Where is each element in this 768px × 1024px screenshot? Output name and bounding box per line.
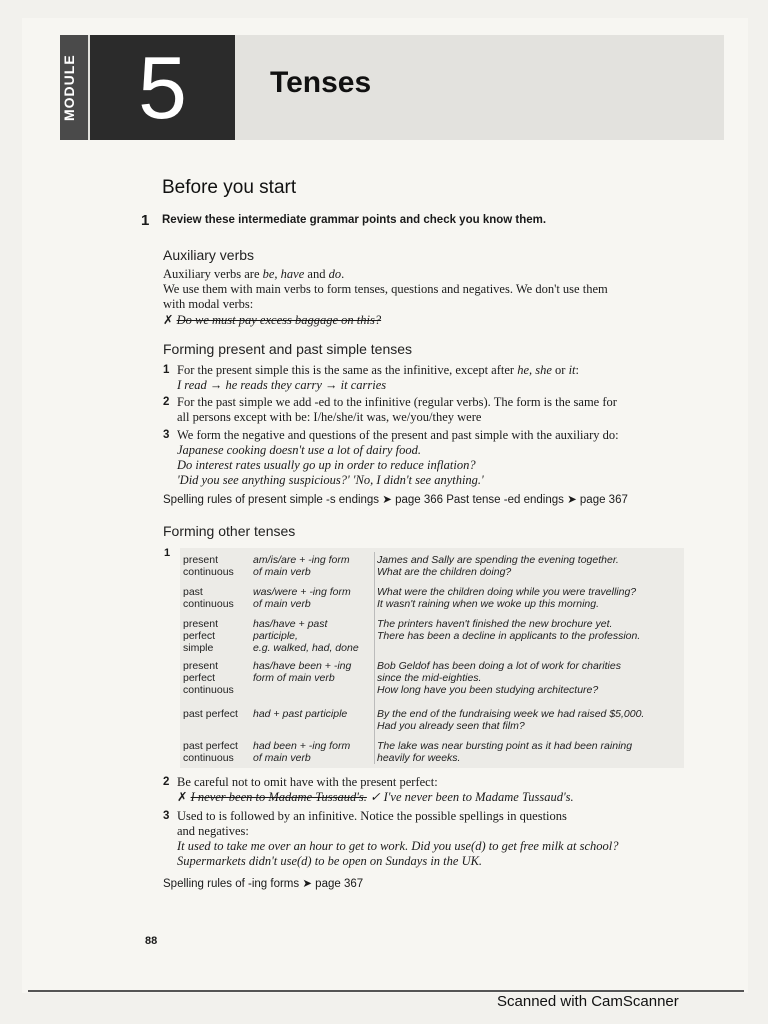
exercise-number: 1 bbox=[141, 212, 150, 229]
forming-other-heading: Forming other tenses bbox=[163, 523, 296, 539]
bottom-rule bbox=[28, 990, 744, 992]
tense-form-cell: am/is/are + -ing form of main verb bbox=[253, 554, 350, 578]
module-label: MODULE bbox=[61, 54, 77, 122]
spelling-references: Spelling rules of present simple -s endings ➤ page 366 Past tense -ed endings ➤ page 367 bbox=[163, 494, 628, 506]
tense-example-cell: What were the children doing while you were travelling? It wasn't raining when we woke up this morning. bbox=[377, 586, 637, 610]
tense-form-cell: had been + -ing form of main verb bbox=[253, 740, 351, 764]
list-item: 3 We form the negative and questions of the present and past simple with the auxiliary do: Japanese cooking doesn't use a lot of dairy food. Do interest rates usually go up in order to reduce inflation? 'Did you see anything suspicious?' 'No, I didn't see anything.' bbox=[163, 428, 619, 487]
tenses-table bbox=[180, 548, 684, 768]
forming-simple-heading: Forming present and past simple tenses bbox=[163, 341, 413, 357]
module-number: 5 bbox=[138, 38, 187, 137]
auxiliary-wrong-example: ✗ Do we must pay excess baggage on this? bbox=[163, 313, 382, 327]
tense-example-cell: The lake was near bursting point as it had been raining heavily for weeks. bbox=[377, 740, 633, 764]
tense-name-cell: past perfect bbox=[183, 708, 238, 720]
tense-form-cell: has/have + past participle, e.g. walked, had, done bbox=[253, 618, 359, 654]
section-title: Before you start bbox=[162, 177, 297, 198]
list-item: 3 Used to is followed by an infinitive. Notice the possible spellings in questions and negatives: It used to take me over an hour to get to work. Did you use(d) to get free milk at school? Supermarkets didn't use(d) to be open on Sundays in the UK. bbox=[163, 809, 619, 868]
tense-name-cell: present continuous bbox=[183, 554, 234, 578]
auxiliary-heading: Auxiliary verbs bbox=[163, 247, 255, 263]
table-number: 1 bbox=[164, 547, 171, 559]
auxiliary-line3: with modal verbs: bbox=[163, 297, 254, 311]
table-divider bbox=[374, 552, 375, 764]
tense-form-cell: was/were + -ing form of main verb bbox=[253, 586, 351, 610]
tense-example-cell: Bob Geldof has been doing a lot of work for charities since the mid-eighties. How long have you been studying architecture? bbox=[377, 660, 621, 696]
page-number: 88 bbox=[145, 935, 158, 947]
list-item: 2 For the past simple we add -ed to the infinitive (regular verbs). The form is the same for all persons except with be: I/he/she/it was, we/you/they were bbox=[163, 395, 617, 424]
tense-example-cell: The printers haven't finished the new brochure yet. There has been a decline in applicants to the profession. bbox=[377, 618, 641, 642]
tense-name-cell: past continuous bbox=[183, 586, 234, 610]
auxiliary-line2: We use them with main verbs to form tenses, questions and negatives. We don't use them bbox=[163, 282, 608, 296]
page-title: Tenses bbox=[270, 66, 372, 99]
tense-example-cell: James and Sally are spending the evening together. What are the children doing? bbox=[377, 554, 619, 578]
exercise-instruction: Review these intermediate grammar points and check you know them. bbox=[162, 214, 547, 226]
tense-form-cell: has/have been + -ing form of main verb bbox=[253, 660, 352, 684]
tense-form-cell: had + past participle bbox=[253, 708, 348, 720]
tense-name-cell: past perfect continuous bbox=[183, 740, 238, 764]
tense-example-cell: By the end of the fundraising week we had raised $5,000. Had you already seen that film? bbox=[377, 708, 645, 732]
tense-name-cell: present perfect continuous bbox=[183, 660, 234, 696]
ing-spelling-reference: Spelling rules of -ing forms ➤ page 367 bbox=[163, 878, 364, 890]
list-item: 1 For the present simple this is the same as the infinitive, except after he, she or it: I read → he reads they carry → it carries bbox=[163, 363, 580, 392]
cross-mark-icon: ✗ bbox=[163, 313, 174, 327]
cross-mark-icon: ✗ bbox=[177, 790, 188, 804]
tense-name-cell: present perfect simple bbox=[183, 618, 219, 654]
scanner-watermark: Scanned with CamScanner bbox=[497, 993, 679, 1010]
list-item: 2 Be careful not to omit have with the present perfect: ✗ I never been to Madame Tussaud's. ✓ I've never been to Madame Tussaud's. bbox=[163, 775, 574, 804]
auxiliary-line1: Auxiliary verbs are be, have and do. bbox=[163, 267, 345, 281]
